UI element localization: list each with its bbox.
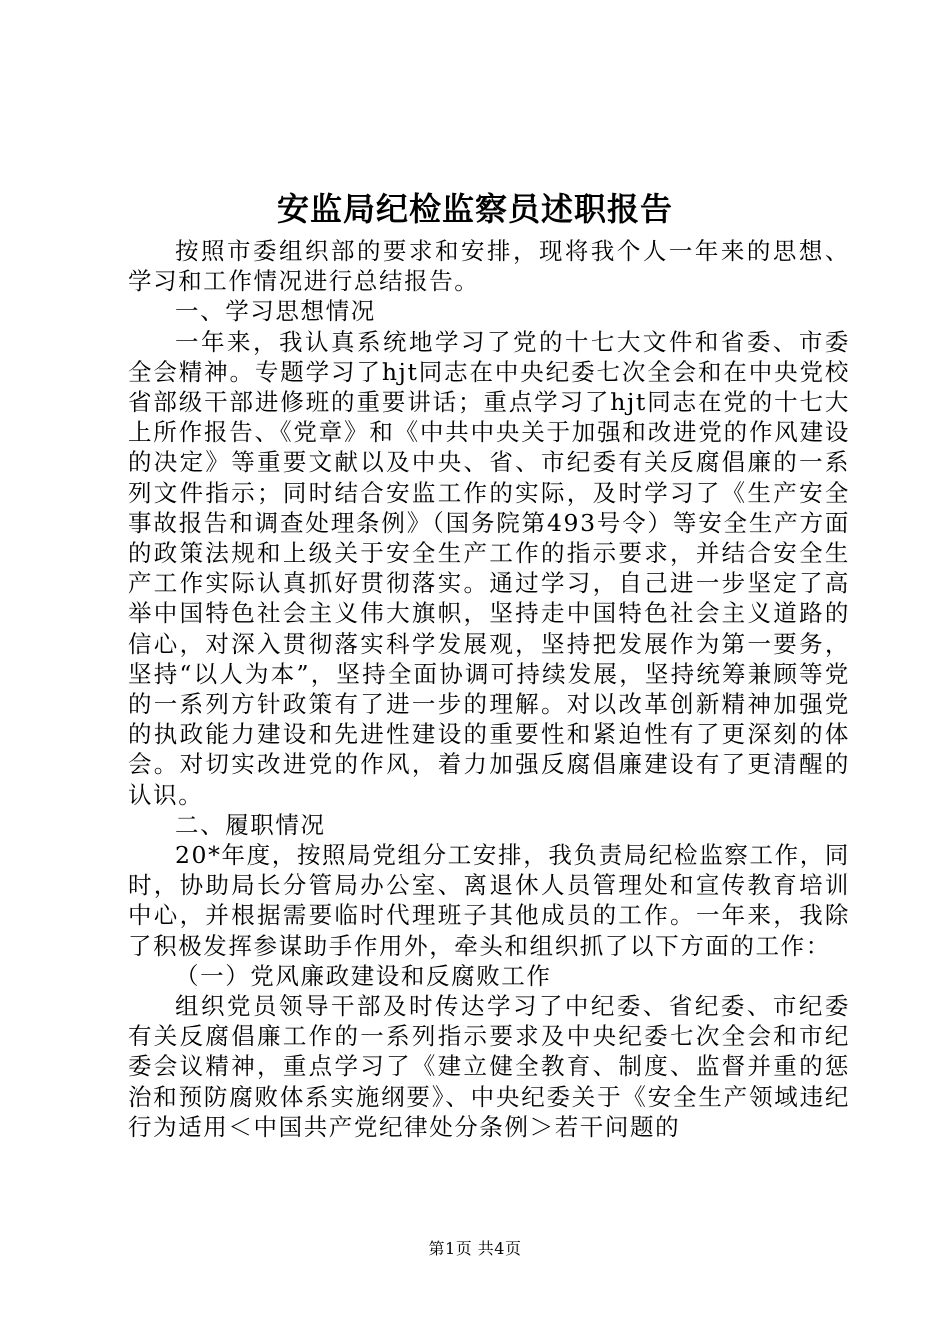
page-number-footer: 第1页 共4页 [428,1239,522,1258]
section-heading-duties: 二、履职情况 [175,810,326,839]
intro-paragraph: 按照市委组织部的要求和安排，现将我个人一年来的思想、学习和工作情况进行总结报告。 [128,237,850,296]
section-body-study: 一年来，我认真系统地学习了党的十七大文件和省委、市委全会精神。专题学习了hjt同志在中央纪委七次全会和在中央党校省部级干部进修班的重要讲话；重点学习了hjt同志在党的十七大上所作报告、《党章》和《中共中央关于加强和改进党的作风建设的决定》等重要文献以及中央、省、市纪委有关反腐倡廉的一系列文件指示；同时结合安监工作的实际，及时学习了《生产安全事故报告和调查处理条例》（国务院第493号令）等安全生产方面的政策法规和上级关于安全生产工作的指示要求，并结合安全生产工作实际认真抓好贯彻落实。通过学习，自己进一步坚定了高举中国特色社会主义伟大旗帜，坚持走中国特色社会主义道路的信心，对深入贯彻落实科学发展观，坚持把发展作为第一要务，坚持“以人为本”，坚持全面协调可持续发展，坚持统筹兼顾等党的一系列方针政策有了进一步的理解。对以改革创新精神加强党的执政能力建设和先进性建设的重要性和紧迫性有了更深刻的体会。对切实改进党的作风，着力加强反腐倡廉建设有了更清醒的认识。 [128,327,850,809]
subsection-heading-anticorruption: （一）党风廉政建设和反腐败工作 [175,961,552,990]
section-heading-study: 一、学习思想情况 [175,297,376,326]
section-body-duties: 20*年度，按照局党组分工安排，我负责局纪检监察工作，同时，协助局长分管局办公室、离退休人员管理处和宣传教育培训中心，并根据需要临时代理班子其他成员的工作。一年来，我除了积极发挥参谋助手作用外，牵头和组织抓了以下方面的工作： [128,841,850,960]
document-body [128,236,850,1142]
subsection-body-anticorruption: 组织党员领导干部及时传达学习了中纪委、省纪委、市纪委有关反腐倡廉工作的一系列指示要求及中央纪委七次全会和市纪委会议精神，重点学习了《建立健全教育、制度、监督并重的惩治和预防腐败体系实施纲要》、中央纪委关于《安全生产领域违纪行为适用＜中国共产党纪律处分条例＞若干问题的 [128,992,850,1141]
document-title: 安监局纪检监察员述职报告 [276,190,673,228]
